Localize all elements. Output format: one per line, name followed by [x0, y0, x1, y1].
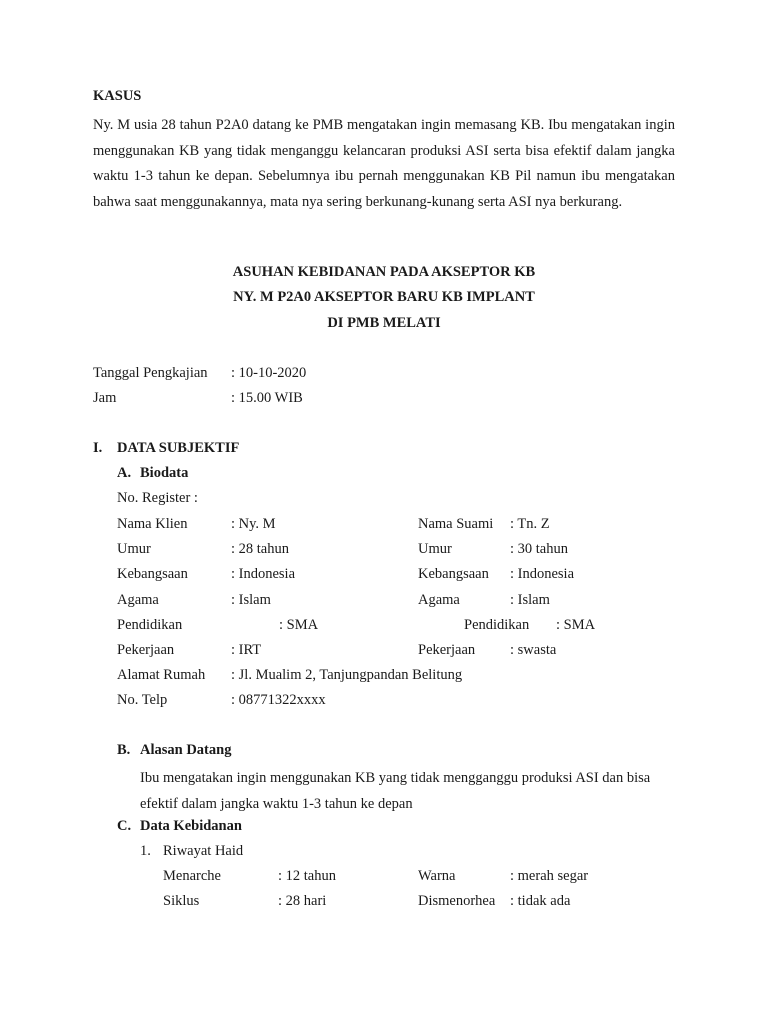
title-line-1: ASUHAN KEBIDANAN PADA AKSEPTOR KB: [232, 264, 536, 280]
section-number: I.: [93, 440, 103, 456]
biodata-row-value: : SMA: [279, 617, 319, 633]
alasan-paragraph: Ibu mengatakan ingin menggunakan KB yang tidak mengganggu produksi ASI dan bisa efektif dalam jangka waktu 1-3 tahun ke depan: [140, 770, 651, 812]
biodata-row-label: Nama Klien: [117, 516, 188, 532]
telp-value: : 08771322xxxx: [231, 692, 326, 708]
telp-label: No. Telp: [117, 692, 168, 708]
biodata-row-label-suami: Umur: [418, 541, 452, 557]
alasan-letter: B.: [117, 742, 131, 758]
biodata-row-value-suami: : Indonesia: [510, 566, 575, 582]
kasus-heading: KASUS: [93, 88, 142, 104]
biodata-row-label: Kebangsaan: [117, 566, 188, 582]
riwayat-title: Riwayat Haid: [163, 843, 244, 859]
kebidanan-letter: C.: [117, 818, 132, 834]
kasus-paragraph: Ny. M usia 28 tahun P2A0 datang ke PMB mengatakan ingin memasang KB. Ibu mengatakan ingin menggunakan KB yang tidak menganggu kelancaran produksi ASI serta bisa efektif dalam jangka waktu 1-3 tahun ke depan. Sebelumnya ibu pernah menggunakan KB Pil namun ibu mengatakan bahwa saat menggunakannya, mata nya sering berkunang-kunang serta ASI nya berkurang.: [93, 117, 675, 210]
biodata-letter: A.: [117, 465, 132, 481]
biodata-row-value-suami: : Islam: [510, 592, 550, 608]
biodata-row-label: Umur: [117, 541, 151, 557]
biodata-row-value: : 28 tahun: [231, 541, 289, 557]
biodata-row-value-suami: : SMA: [556, 617, 596, 633]
section-title: DATA SUBJEKTIF: [117, 440, 240, 456]
biodata-row-label: Agama: [117, 592, 159, 608]
biodata-row-label-suami: Nama Suami: [418, 516, 494, 532]
haid-row-value-2: : tidak ada: [510, 893, 571, 909]
jam-label: Jam: [93, 390, 117, 406]
biodata-row-value: : Indonesia: [231, 566, 296, 582]
biodata-row-label-suami: Pendidikan: [464, 617, 530, 633]
jam-value: : 15.00 WIB: [231, 390, 303, 406]
biodata-row-value: : IRT: [231, 642, 262, 658]
biodata-row-value-suami: : Tn. Z: [510, 516, 550, 532]
biodata-row-label-suami: Pekerjaan: [418, 642, 476, 658]
biodata-row-value-suami: : 30 tahun: [510, 541, 568, 557]
haid-row-label-2: Dismenorhea: [418, 893, 496, 909]
biodata-row-value: : Islam: [231, 592, 271, 608]
haid-row-label-2: Warna: [418, 868, 456, 884]
haid-row-value-2: : merah segar: [510, 868, 589, 884]
biodata-row-label: Pekerjaan: [117, 642, 175, 658]
tanggal-value: : 10-10-2020: [231, 365, 307, 381]
tanggal-label: Tanggal Pengkajian: [93, 365, 208, 381]
biodata-row-value: : Ny. M: [231, 516, 276, 532]
title-line-2: NY. M P2A0 AKSEPTOR BARU KB IMPLANT: [233, 289, 535, 305]
alasan-title: Alasan Datang: [140, 742, 232, 758]
biodata-row-label-suami: Agama: [418, 592, 460, 608]
biodata-row-label: Pendidikan: [117, 617, 183, 633]
biodata-row-value-suami: : swasta: [510, 642, 557, 658]
no-register: No. Register :: [117, 490, 198, 506]
haid-row-value: : 28 hari: [278, 893, 327, 909]
biodata-title: Biodata: [140, 465, 189, 481]
haid-row-label: Siklus: [163, 893, 200, 909]
title-line-3: DI PMB MELATI: [327, 315, 441, 331]
biodata-row-label-suami: Kebangsaan: [418, 566, 489, 582]
haid-row-label: Menarche: [163, 868, 221, 884]
kebidanan-title: Data Kebidanan: [140, 818, 242, 834]
riwayat-number: 1.: [140, 843, 151, 859]
alamat-label: Alamat Rumah: [117, 667, 206, 683]
alamat-value: : Jl. Mualim 2, Tanjungpandan Belitung: [231, 667, 463, 683]
haid-row-value: : 12 tahun: [278, 868, 336, 884]
